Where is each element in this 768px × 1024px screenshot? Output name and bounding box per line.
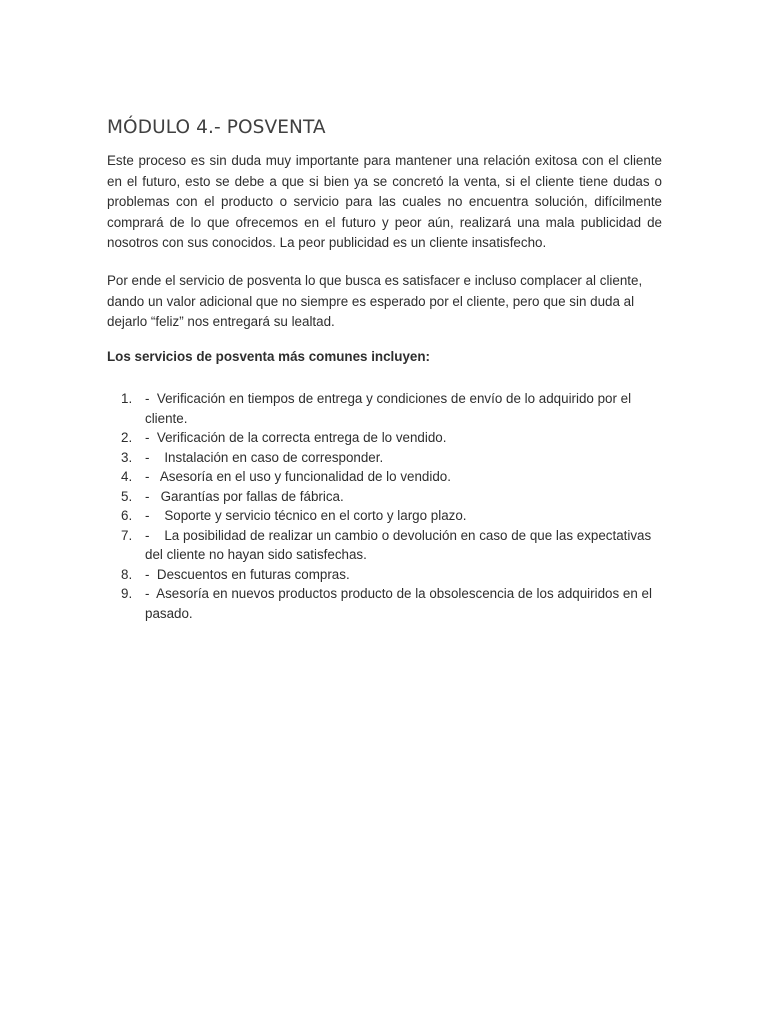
page-title: MÓDULO 4.- POSVENTA [107, 117, 326, 138]
list-item-text: - Soporte y servicio técnico en el corto y largo plazo. [145, 508, 467, 523]
services-subheading: Los servicios de posventa más comunes incluyen: [107, 349, 430, 364]
list-item [107, 506, 662, 526]
list-item-text: - Asesoría en nuevos productos producto de la obsolescencia de los adquiridos en el pasado. [145, 586, 656, 621]
list-item-number: 7. [121, 527, 133, 543]
list-item-number: 1. [121, 391, 133, 406]
list-item-number: 8. [121, 566, 133, 582]
list-item-text: - Instalación en caso de corresponder. [145, 449, 384, 465]
intro-paragraph: Este proceso es sin duda muy importante para mantener una relación exitosa con el cliente en el futuro, esto se debe a que si bien ya se concretó la venta, si el cliente tiene dudas o problemas con el producto o servicio para las cuales no encuentra solución, difícilmente comprará de lo que ofrecemos en el futuro y peor aún, realizará una mala publicidad de nosotros con sus conocidos. La peor publicidad es un cliente insatisfecho. [107, 153, 662, 251]
list-item [107, 584, 662, 623]
list-item-text: - Garantías por fallas de fábrica. [145, 488, 344, 504]
list-item [107, 467, 662, 487]
list-item [107, 428, 662, 448]
list-item-number: 9. [121, 586, 133, 601]
list-item-text: - Verificación de la correcta entrega de lo vendido. [145, 430, 447, 445]
list-item [107, 565, 662, 585]
list-item [107, 389, 662, 428]
list-item-number: 5. [121, 488, 133, 504]
services-list [107, 389, 662, 623]
list-item-text: - La posibilidad de realizar un cambio o devolución en caso de que las expectativas del cliente no hayan sido satisfechas. [145, 527, 655, 562]
list-item-number: 3. [121, 449, 133, 465]
list-item-text: - Asesoría en el uso y funcionalidad de lo vendido. [145, 469, 451, 484]
list-item [107, 526, 662, 565]
list-item-text: - Descuentos en futuras compras. [145, 566, 350, 582]
list-item-number: 2. [121, 430, 133, 445]
list-item [107, 448, 662, 468]
list-item [107, 487, 662, 507]
list-item-text: - Verificación en tiempos de entrega y condiciones de envío de lo adquirido por el cliente. [145, 391, 635, 426]
second-paragraph: Por ende el servicio de posventa lo que busca es satisfacer e incluso complacer al cliente, dando un valor adicional que no siempre es esperado por el cliente, pero que sin duda al dejarlo “feliz” nos entregará su lealtad. [107, 273, 643, 330]
list-item-number: 6. [121, 508, 133, 523]
list-item-number: 4. [121, 469, 133, 484]
